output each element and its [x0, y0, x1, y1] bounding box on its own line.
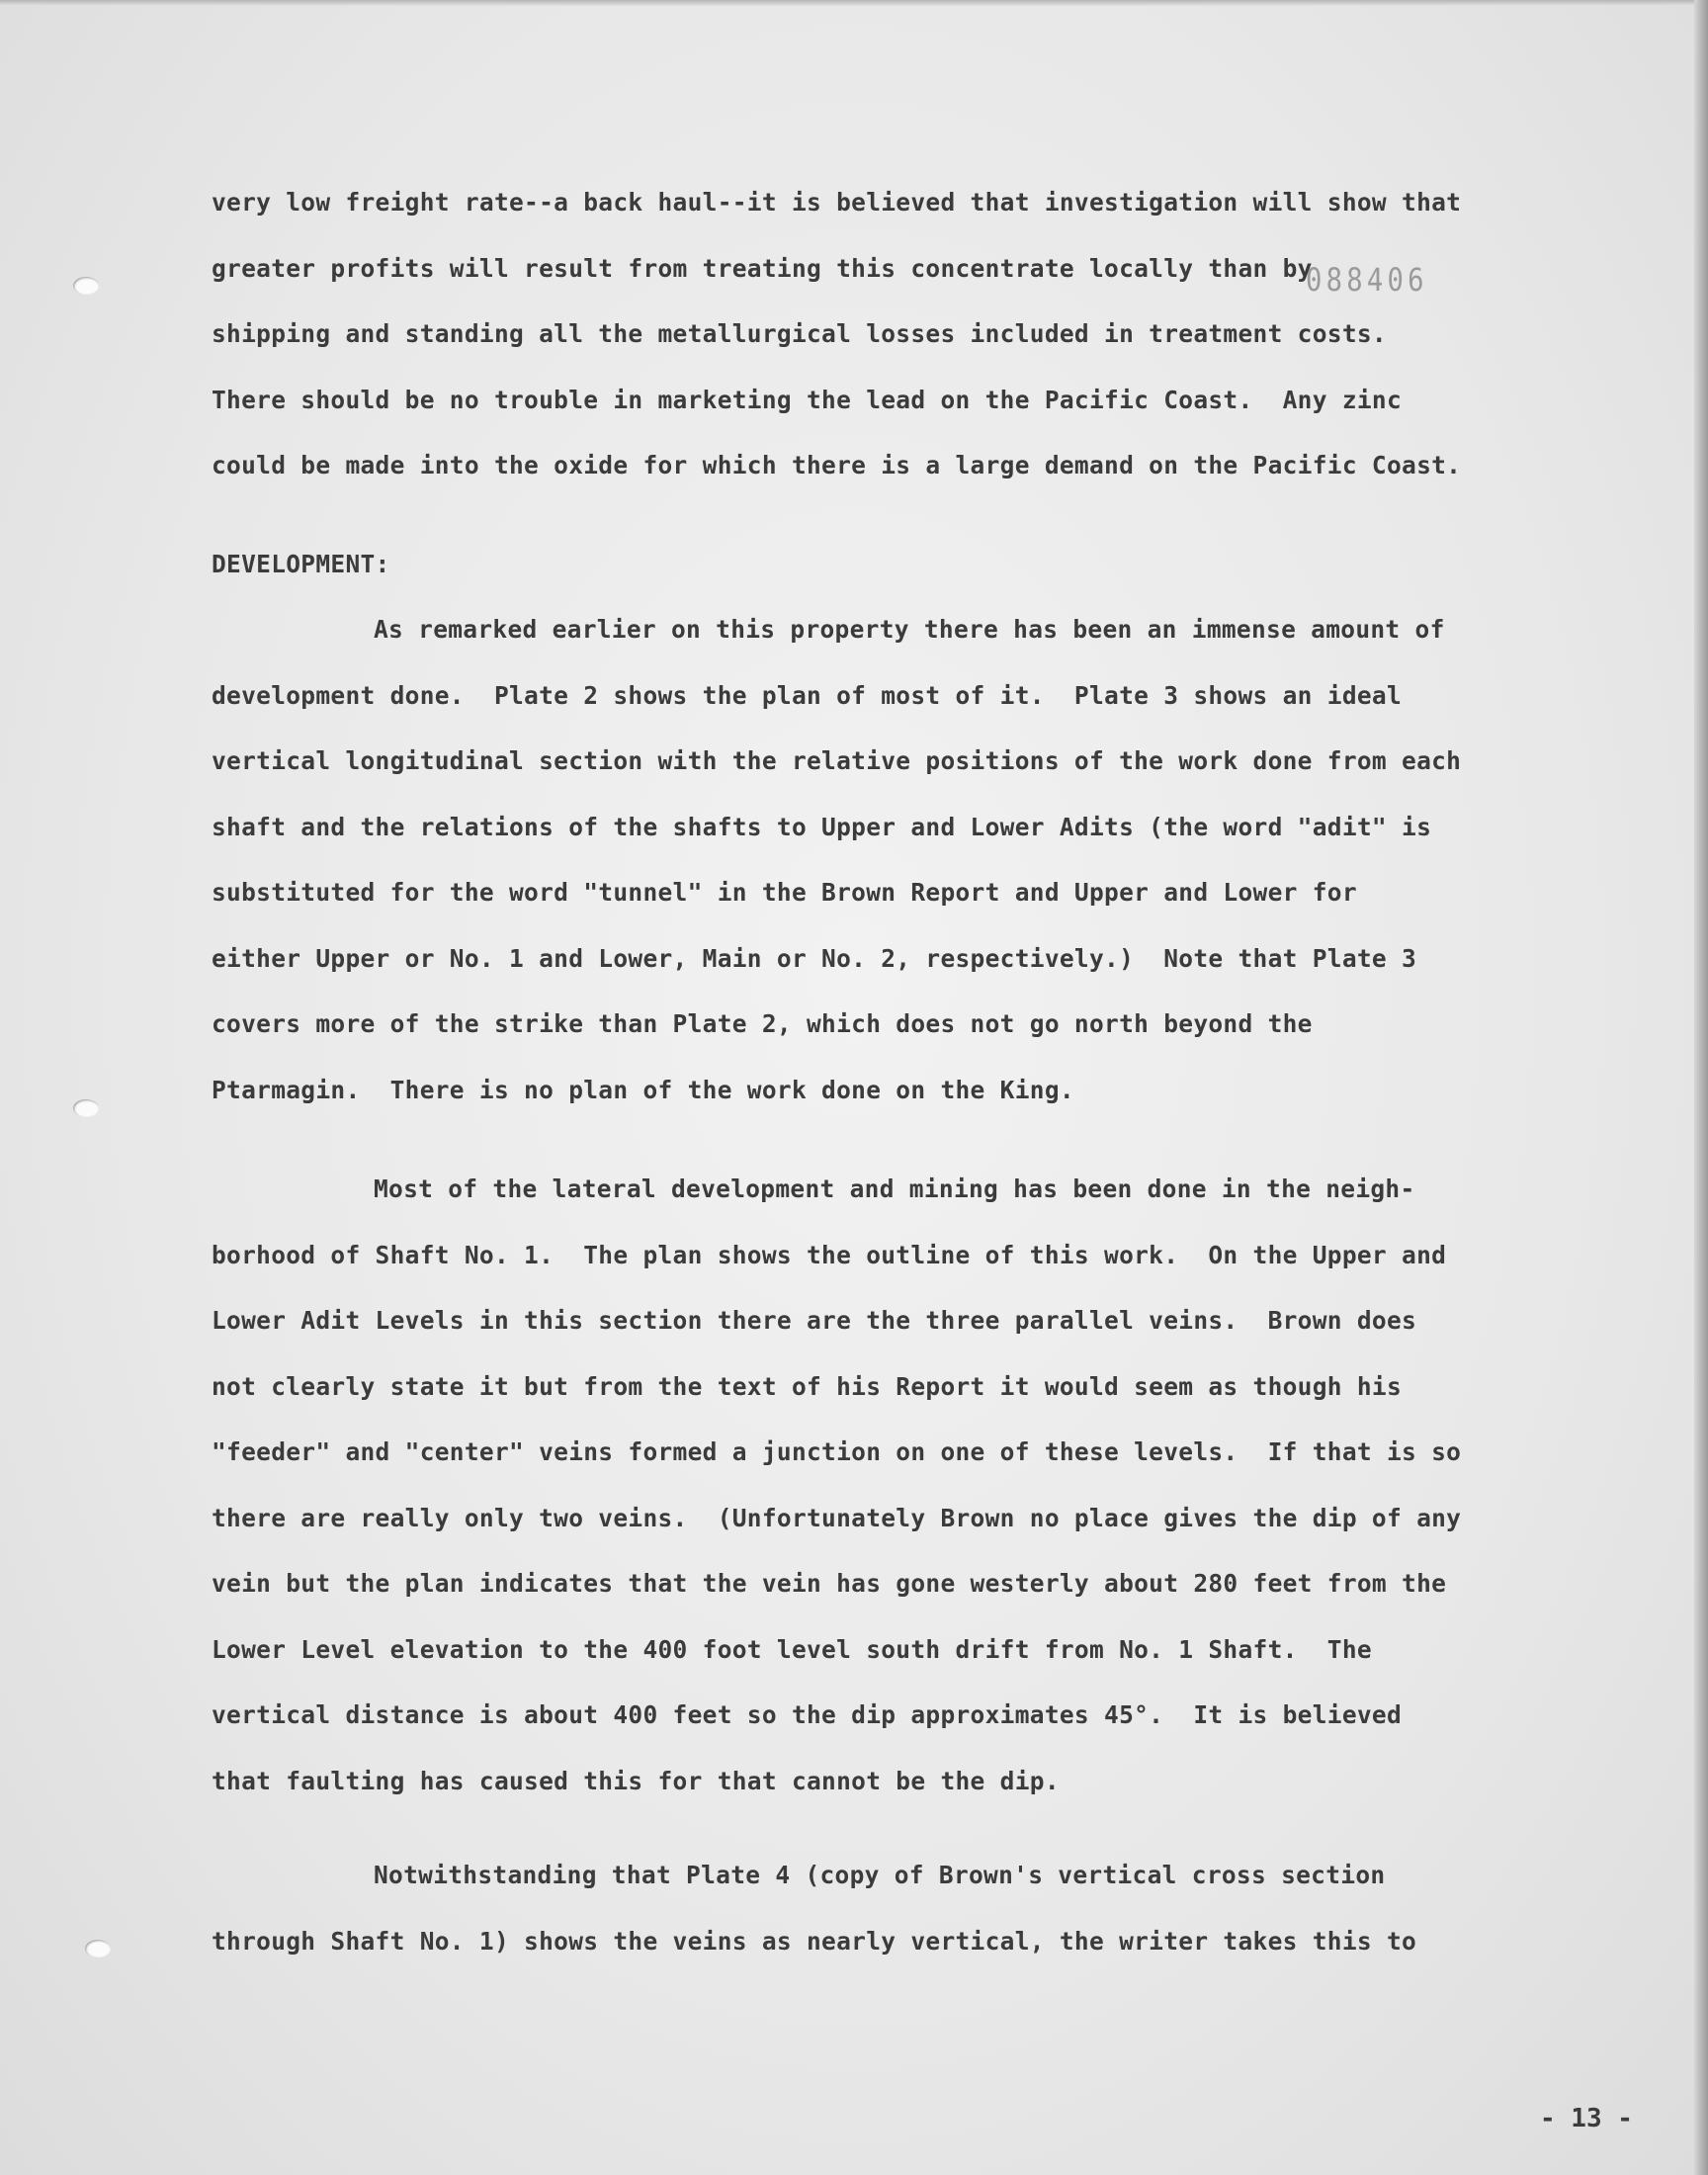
- text-line: vertical longitudinal section with the relative positions of the work done from each: [212, 746, 1462, 775]
- text-line: "feeder" and "center" veins formed a junction on one of these levels. If that is so: [212, 1437, 1462, 1466]
- text-line: There should be no trouble in marketing the lead on the Pacific Coast. Any zinc: [212, 385, 1403, 414]
- scan-edge-top: [0, 0, 1708, 6]
- text-line: not clearly state it but from the text of his Report it would seem as though his: [212, 1371, 1403, 1401]
- section-heading-development: [212, 532, 1615, 598]
- punch-hole: [85, 1940, 111, 1958]
- text-line: greater profits will result from treating this concentrate locally than by: [212, 253, 1313, 283]
- document-number-stamp: 088406: [1306, 261, 1428, 299]
- paragraph-development-overview: [212, 597, 1615, 1123]
- text-line: Ptarmagin. There is no plan of the work done on the King.: [212, 1075, 1074, 1104]
- page-number: - 13 -: [1540, 2104, 1633, 2133]
- text-line: that faulting has caused this for that cannot be the dip.: [212, 1766, 1060, 1795]
- text-line: vein but the plan indicates that the vein has gone westerly about 280 feet from the: [212, 1569, 1447, 1598]
- text-line: substituted for the word "tunnel" in the Brown Report and Upper and Lower for: [212, 878, 1357, 907]
- scan-edge-right: [1694, 0, 1708, 2175]
- paragraph-lateral-development: [212, 1157, 1615, 1814]
- text-line: Most of the lateral development and mining has been done in the neigh-: [374, 1174, 1415, 1203]
- text-line: through Shaft No. 1) shows the veins as nearly vertical, the writer takes this to: [212, 1926, 1417, 1956]
- text-line: vertical distance is about 400 feet so the dip approximates 45°. It is believed: [212, 1700, 1403, 1729]
- text-line: Notwithstanding that Plate 4 (copy of Brown's vertical cross section: [374, 1861, 1386, 1889]
- punch-hole: [73, 277, 99, 295]
- text-line: covers more of the strike than Plate 2, which does not go north beyond the: [212, 1009, 1313, 1038]
- text-line: Lower Adit Levels in this section there are the three parallel veins. Brown does: [212, 1306, 1417, 1335]
- paragraph-plate-4: [212, 1843, 1615, 1974]
- text-line: shipping and standing all the metallurgical losses included in treatment costs.: [212, 319, 1387, 348]
- text-line: As remarked earlier on this property there has been an immense amount of: [374, 615, 1445, 644]
- paragraph-freight: [212, 170, 1615, 499]
- section-heading: DEVELOPMENT:: [212, 550, 390, 578]
- text-line: either Upper or No. 1 and Lower, Main or No. 2, respectively.) Note that Plate 3: [212, 943, 1417, 973]
- punch-hole: [73, 1099, 99, 1117]
- text-line: very low freight rate--a back haul--it is believed that investigation will show that: [212, 188, 1462, 217]
- text-line: could be made into the oxide for which there is a large demand on the Pacific Coast.: [212, 451, 1462, 479]
- text-line: shaft and the relations of the shafts to Upper and Lower Adits (the word "adit" is: [212, 812, 1432, 841]
- text-line: there are really only two veins. (Unfortunately Brown no place gives the dip of any: [212, 1503, 1462, 1532]
- text-line: development done. Plate 2 shows the plan of most of it. Plate 3 shows an ideal: [212, 680, 1403, 710]
- text-line: borhood of Shaft No. 1. The plan shows the outline of this work. On the Upper and: [212, 1240, 1447, 1269]
- text-line: Lower Level elevation to the 400 foot level south drift from No. 1 Shaft. The: [212, 1634, 1372, 1664]
